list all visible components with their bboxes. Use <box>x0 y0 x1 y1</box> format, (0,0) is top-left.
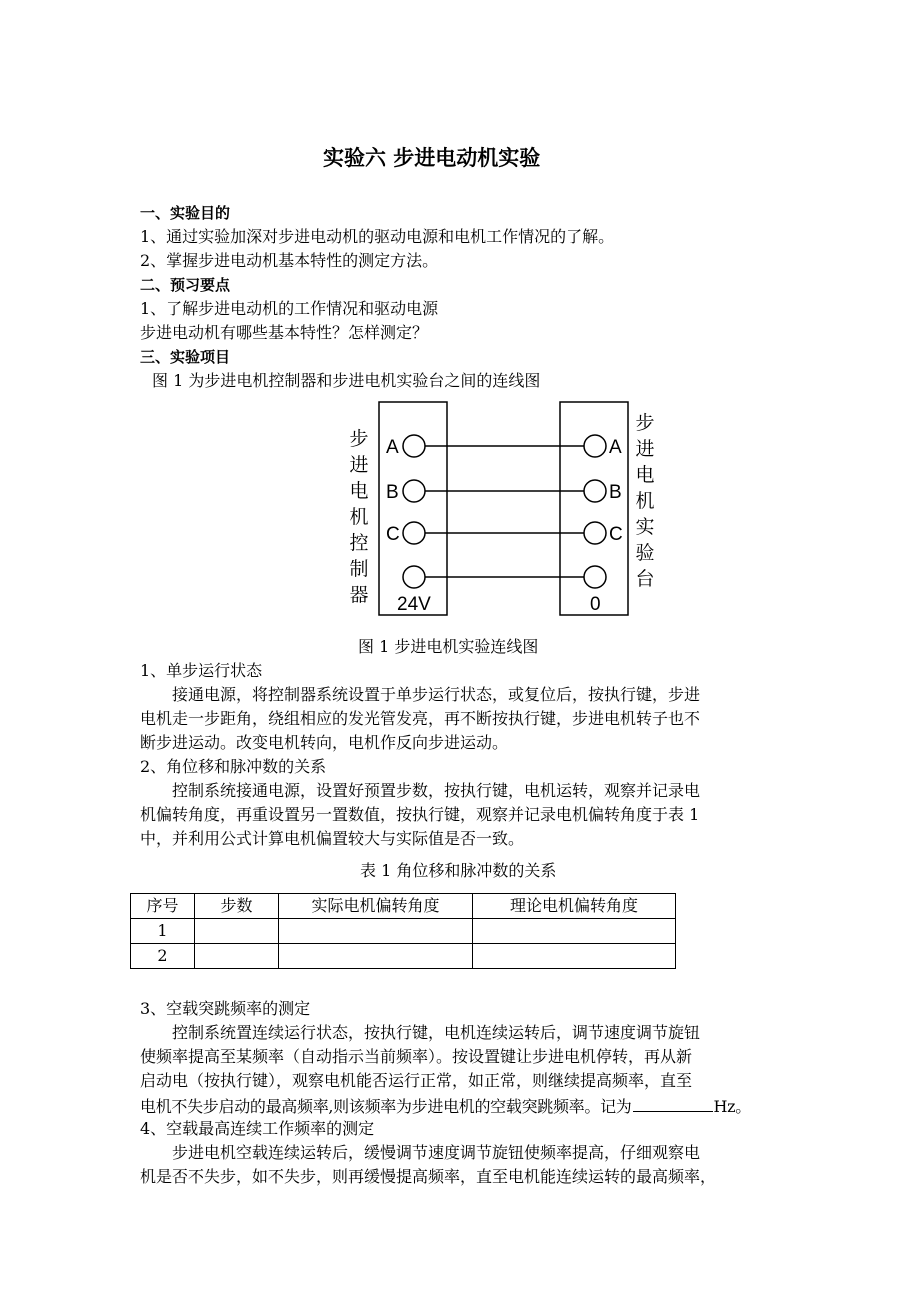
left-terminal-b <box>403 480 425 502</box>
test-bench-label-char: 验 <box>635 542 655 564</box>
figure-intro: 图 1 为步进电机控制器和步进电机实验台之间的连线图 <box>152 371 541 390</box>
wiring-diagram <box>340 395 660 625</box>
left-terminal-c <box>403 522 425 544</box>
right-terminal-power <box>584 566 606 588</box>
test-bench-label-char: 实 <box>635 516 655 538</box>
table-header-cell: 实际电机偏转角度 <box>279 894 473 919</box>
objective-line-2: 2、掌握步进电动机基本特性的测定方法。 <box>140 251 439 270</box>
table-header-cell: 理论电机偏转角度 <box>473 894 676 919</box>
item1-line: 电机走一步距角，绕组相应的发光管发亮，再不断按执行键，步进电机转子也不 <box>140 709 701 728</box>
right-terminal-label-a: A <box>609 437 622 458</box>
test-bench-label-char: 台 <box>635 568 655 590</box>
section-heading-preview: 二、预习要点 <box>140 276 231 294</box>
test-bench-label-char: 电 <box>635 464 655 486</box>
table-cell: 1 <box>131 919 195 944</box>
left-terminal-label-c: C <box>386 524 400 545</box>
page-title: 实验六 步进电动机实验 <box>323 146 541 170</box>
objective-line-1: 1、通过实验加深对步进电动机的驱动电源和电机工作情况的了解。 <box>140 227 615 246</box>
table-cell <box>473 944 676 969</box>
item4-heading: 4、空载最高连续工作频率的测定 <box>140 1119 375 1138</box>
left-terminal-label-power: 24V <box>397 594 431 615</box>
left-terminal-label-a: A <box>386 437 399 458</box>
left-terminal-power <box>403 566 425 588</box>
section-heading-objectives: 一、实验目的 <box>140 204 231 222</box>
right-terminal-label-c: C <box>609 524 623 545</box>
table-cell <box>473 919 676 944</box>
test-bench-label-char: 机 <box>635 490 655 512</box>
item3-line: 电机不失步启动的最高频率,则该频率为步进电机的空载突跳频率。记为 <box>140 1097 632 1116</box>
frequency-blank <box>633 1095 713 1112</box>
controller-label-char: 步 <box>349 428 369 450</box>
item4-line: 机是否不失步，如不失步，则再缓慢提高频率，直至电机能连续运转的最高频率， <box>140 1167 717 1186</box>
test-bench-label-char: 进 <box>635 438 655 460</box>
table-cell <box>195 919 279 944</box>
item3-line: 使频率提高至某频率（自动指示当前频率）。按设置键让步进电机停转，再从新 <box>140 1047 693 1066</box>
table-cell <box>195 944 279 969</box>
item3-line: 启动电（按执行键），观察电机能否运行正常，如正常，则继续提高频率，直至 <box>140 1071 693 1090</box>
figure-caption: 图 1 步进电机实验连线图 <box>358 637 539 656</box>
table-header-cell: 步数 <box>195 894 279 919</box>
controller-label-char: 器 <box>349 584 369 606</box>
item2-line: 控制系统接通电源，设置好预置步数，按执行键，电机运转，观察并记录电 <box>172 781 701 800</box>
item1-line: 接通电源，将控制器系统设置于单步运行状态，或复位后，按执行键，步进 <box>172 685 701 704</box>
item2-heading: 2、角位移和脉冲数的关系 <box>140 757 327 776</box>
right-terminal-label-b: B <box>609 482 622 503</box>
table-cell: 2 <box>131 944 195 969</box>
table-row <box>131 919 676 944</box>
controller-label-char: 制 <box>349 558 369 580</box>
controller-label-char: 进 <box>349 454 369 476</box>
table-row <box>131 944 676 969</box>
right-terminal-a <box>584 435 606 457</box>
table-cell <box>279 944 473 969</box>
controller-label-char: 控 <box>349 532 369 554</box>
left-terminal-a <box>403 435 425 457</box>
item2-line: 机偏转角度，再重设置另一置数值，按执行键，观察并记录电机偏转角度于表 1 <box>140 805 700 824</box>
section-heading-items: 三、实验项目 <box>140 348 231 366</box>
item2-line: 中，并利用公式计算电机偏置较大与实际值是否一致。 <box>140 829 525 848</box>
angle-pulse-table <box>130 893 676 969</box>
item3-last-line <box>140 1095 751 1117</box>
item1-heading: 1、单步运行状态 <box>140 661 263 680</box>
controller-label-char: 电 <box>349 480 369 502</box>
preview-line-1: 1、了解步进电动机的工作情况和驱动电源 <box>140 299 439 318</box>
item1-line: 断步进运动。改变电机转向，电机作反向步进运动。 <box>140 733 509 752</box>
right-terminal-label-power: 0 <box>590 594 601 615</box>
preview-line-2: 步进电动机有哪些基本特性？怎样测定？ <box>140 323 429 342</box>
right-terminal-c <box>584 522 606 544</box>
item3-heading: 3、空载突跳频率的测定 <box>140 999 311 1018</box>
item3-line: 控制系统置连续运行状态，按执行键，电机连续运转后，调节速度调节旋钮 <box>172 1023 701 1042</box>
right-terminal-b <box>584 480 606 502</box>
controller-label-char: 机 <box>349 506 369 528</box>
left-terminal-label-b: B <box>386 482 399 503</box>
table-cell <box>279 919 473 944</box>
table-header-cell: 序号 <box>131 894 195 919</box>
table-header-row <box>131 894 676 919</box>
frequency-unit: Hz。 <box>713 1097 751 1116</box>
item4-line: 步进电机空载连续运转后，缓慢调节速度调节旋钮使频率提高，仔细观察电 <box>172 1143 701 1162</box>
test-bench-label-char: 步 <box>635 412 655 434</box>
table-caption: 表 1 角位移和脉冲数的关系 <box>360 861 557 880</box>
